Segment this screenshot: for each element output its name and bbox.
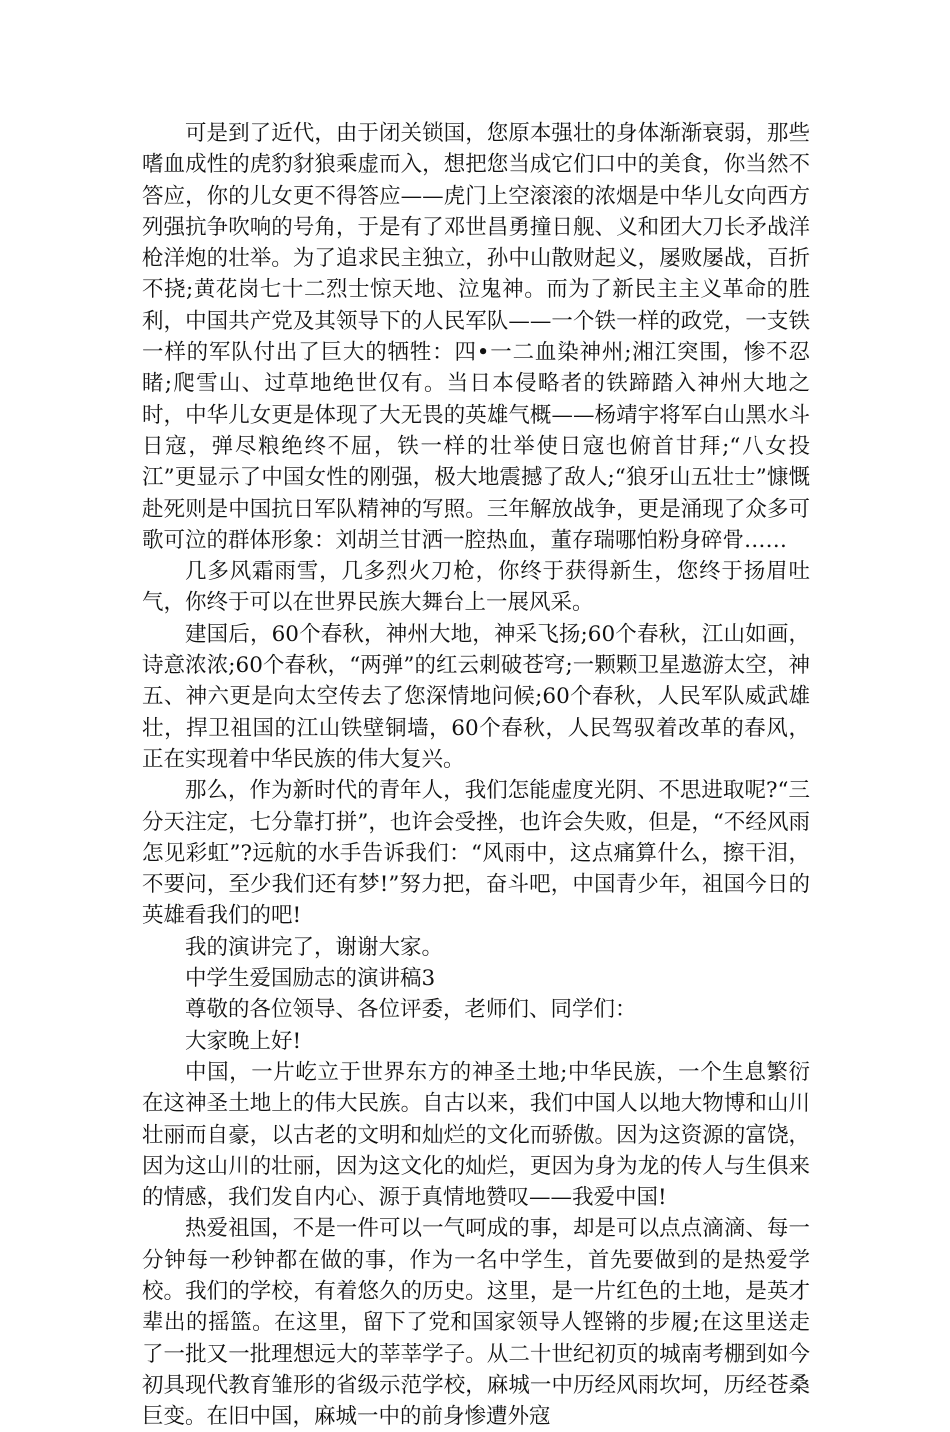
- greeting: 大家晚上好!: [185, 1028, 302, 1054]
- document-body: [142, 118, 810, 1432]
- paragraph: 中国，一片屹立于世界东方的神圣土地;中华民族，一个生息繁衍在这神圣土地上的伟大民族。自古以来，我们中国人以地大物博和山川壮丽而自豪，以古老的文明和灿烂的文化而骄傲。因为这资源的富饶，因为这山川的壮丽，因为这文化的灿烂，更因为身为龙的传人与生俱来的情感，我们发自内心、源于真情地赞叹——我爱中国!: [142, 1059, 810, 1211]
- paragraph: 建国后，60个春秋，神州大地，神采飞扬;60个春秋，江山如画，诗意浓浓;60个春秋，“两弹”的红云刺破苍穹;一颗颗卫星遨游太空，神五、神六更是向太空传去了您深情地问候;60个春秋，人民军队威武雄壮，捍卫祖国的江山铁壁铜墙，60个春秋，人民驾驭着改革的春风，正在实现着中华民族的伟大复兴。: [142, 621, 810, 772]
- paragraph: 可是到了近代，由于闭关锁国，您原本强壮的身体渐渐衰弱，那些嗜血成性的虎豹豺狼乘虚而入，想把您当成它们口中的美食，你当然不答应，你的儿女更不得答应——虎门上空滚滚的浓烟是中华儿女向西方列强抗争吹响的号角，于是有了邓世昌勇撞日舰、义和团大刀长矛战洋枪洋炮的壮举。为了追求民主独立，孙中山散财起义，屡败屡战，百折不挠;黄花岗七十二烈士惊天地、泣鬼神。而为了新民主主义革命的胜利，中国共产党及其领导下的人民军队——一个铁一样的政党，一支铁一样的军队付出了巨大的牺牲：四•一二血染神州;湘江突围，惨不忍睹;爬雪山、过草地绝世仅有。当日本侵略者的铁蹄踏入神州大地之时，中华儿女更是体现了大无畏的英雄气概——杨靖宇将军白山黑水斗日寇，弹尽粮绝终不屈，铁一样的壮举使日寇也俯首甘拜;“八女投江”更显示了中国女性的刚强，极大地震撼了敌人;“狼牙山五壮士”慷慨赴死则是中国抗日军队精神的写照。三年解放战争，更是涌现了众多可歌可泣的群体形象：刘胡兰甘洒一腔热血，董存瑞哪怕粉身碎骨……: [142, 121, 810, 553]
- paragraph: 热爱祖国，不是一件可以一气呵成的事，却是可以点点滴滴、每一分钟每一秒钟都在做的事，作为一名中学生，首先要做到的是热爱学校。我们的学校，有着悠久的历史。这里，是一片红色的土地，是英才辈出的摇篮。在这里，留下了党和国家领导人铿锵的步履;在这里送走了一批又一批理想远大的莘莘学子。从二十世纪初页的城南考棚到如今初具现代教育雏形的省级示范学校，麻城一中历经风雨坎坷，历经苍桑巨变。在旧中国，麻城一中的前身惨遭外寇: [142, 1216, 810, 1430]
- closing-line: 我的演讲完了，谢谢大家。: [185, 934, 444, 960]
- paragraph: 几多风霜雨雪，几多烈火刀枪，你终于获得新生，您终于扬眉吐气，你终于可以在世界民族大舞台上一展风采。: [142, 559, 810, 616]
- section-title: 中学生爱国励志的演讲稿3: [185, 966, 436, 992]
- paragraph: 那么，作为新时代的青年人，我们怎能虚度光阴、不思进取呢?“三分天注定，七分靠打拼”，也许会受挫，也许会失败，但是，“不经风雨怎见彩虹”?远航的水手告诉我们：“风雨中，这点痛算什么，擦干泪，不要问，至少我们还有梦!”努力把，奋斗吧，中国青少年，祖国今日的英雄看我们的吧!: [142, 778, 810, 929]
- salutation: 尊敬的各位领导、各位评委，老师们、同学们：: [185, 997, 637, 1023]
